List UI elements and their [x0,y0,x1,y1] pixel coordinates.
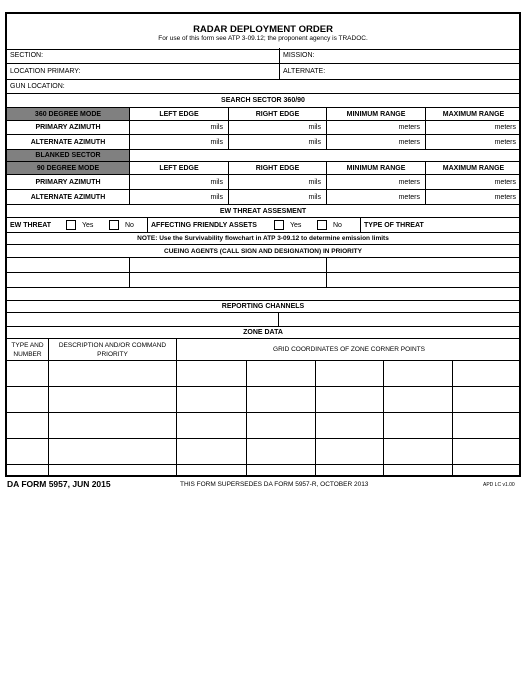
location-primary-label: LOCATION PRIMARY: [10,68,81,75]
col-maximum-range: MAXIMUM RANGE [425,162,521,174]
mode360-header-row [7,108,519,121]
primary-azimuth-label: PRIMARY AZIMUTH [35,124,101,131]
type-number-header: TYPE AND NUMBER [11,341,44,358]
col-minimum-range: MINIMUM RANGE [326,108,425,120]
zone-data-title: ZONE DATA [243,329,283,336]
col-minimum-range: MINIMUM RANGE [326,162,425,174]
type-of-threat-label: TYPE OF THREAT [364,221,424,229]
grid-point-field[interactable] [383,387,452,412]
description-field[interactable] [48,361,176,386]
unit-meters: meters [398,193,420,201]
cueing-title-row [7,245,519,258]
description-field[interactable] [48,439,176,464]
minimum-range-field[interactable] [326,175,425,189]
affecting-no [314,218,360,232]
minimum-range-field[interactable] [326,190,425,204]
grid-point-field[interactable] [452,387,521,412]
section-mission-row [7,48,519,64]
col-right-edge: RIGHT EDGE [228,108,326,120]
grid-coordinates-header: GRID COORDINATES OF ZONE CORNER POINTS [176,339,521,360]
ew-threat-label: EW THREAT [10,221,52,229]
grid-point-field[interactable] [383,465,452,477]
yes-label: Yes [290,221,302,229]
description-field[interactable] [48,465,176,477]
gun-location-field[interactable] [7,80,519,93]
mode90-label: 90 DEGREE MODE [7,162,129,174]
apd-version: APD LC v1.00 [483,482,515,488]
zone-title-row [7,327,519,339]
zone-header-row [7,339,519,361]
col-maximum-range: MAXIMUM RANGE [425,108,521,120]
grid-point-field[interactable] [315,439,383,464]
unit-mils: mils [308,124,321,131]
description-field[interactable] [48,387,176,412]
cueing-field[interactable] [7,258,129,272]
cueing-row [7,273,519,288]
zone-row [7,361,519,387]
unit-mils: mils [210,193,223,201]
grid-point-field[interactable] [452,465,521,477]
mode90-alternate-row [7,190,519,205]
unit-mils: mils [308,178,321,186]
reporting-channels-title: REPORTING CHANNELS [221,303,305,310]
grid-point-field[interactable] [176,439,246,464]
cueing-field[interactable] [129,273,326,287]
affecting-yes [271,218,314,232]
left-edge-field[interactable] [129,135,228,149]
alternate-azimuth-label: ALTERNATE AZIMUTH [30,193,106,201]
ew-threat-no-checkbox[interactable] [109,220,119,230]
unit-meters: meters [494,124,516,131]
section-field[interactable] [7,48,279,63]
unit-mils: mils [210,138,223,146]
ew-threat-no [106,218,147,232]
section-label: SECTION: [10,52,44,59]
unit-mils: mils [308,138,321,146]
zone-row [7,413,519,439]
grid-point-field[interactable] [383,439,452,464]
blanked-sector-label: BLANKED SECTOR [7,150,129,161]
right-edge-field[interactable] [228,190,326,204]
grid-point-field[interactable] [176,465,246,477]
cueing-field[interactable] [7,273,129,287]
maximum-range-field[interactable] [425,121,521,134]
reporting-title-row [7,301,519,313]
col-left-edge: LEFT EDGE [129,108,228,120]
type-of-threat-field[interactable] [360,218,521,232]
form-number: DA FORM 5957, JUN 2015 [7,479,111,489]
ew-threat-yes-checkbox[interactable] [66,220,76,230]
maximum-range-field[interactable] [425,175,521,189]
mode360-primary-row [7,121,519,135]
primary-azimuth-label: PRIMARY AZIMUTH [35,178,101,186]
ew-threat-row [7,218,519,233]
location-alternate-label: ALTERNATE: [283,68,326,75]
location-row [7,64,519,80]
grid-point-field[interactable] [246,439,315,464]
unit-meters: meters [494,178,516,186]
mission-label: MISSION: [283,52,315,59]
gun-location-label: GUN LOCATION: [10,83,65,90]
ew-title-row [7,205,519,218]
reporting-row [7,313,519,327]
unit-mils: mils [308,193,321,201]
type-number-field[interactable] [7,361,48,386]
unit-meters: meters [398,124,420,131]
mission-field[interactable] [279,48,521,63]
reporting-field[interactable] [278,313,521,326]
blanked-sector-row [7,150,519,162]
grid-point-field[interactable] [315,361,383,386]
cueing-field[interactable] [326,258,521,272]
description-header: DESCRIPTION AND/OR COMMAND PRIORITY [48,339,176,360]
no-label: No [125,221,134,229]
type-number-field[interactable] [7,465,48,477]
grid-point-field[interactable] [452,361,521,386]
form-title: RADAR DEPLOYMENT ORDER [193,23,333,35]
unit-meters: meters [494,193,516,201]
form-header [7,14,519,50]
grid-point-field[interactable] [246,465,315,477]
no-label: No [333,221,342,229]
unit-meters: meters [398,178,420,186]
unit-mils: mils [210,178,223,186]
unit-meters: meters [494,138,516,146]
zone-row [7,439,519,465]
alternate-azimuth-label: ALTERNATE AZIMUTH [30,138,106,146]
type-number-field[interactable] [7,439,48,464]
note-row [7,233,519,245]
right-edge-field[interactable] [228,175,326,189]
grid-point-field[interactable] [315,413,383,438]
search-sector-title: SEARCH SECTOR 360/90 [221,97,305,104]
unit-meters: meters [398,138,420,146]
affecting-yes-checkbox[interactable] [274,220,284,230]
grid-point-field[interactable] [452,413,521,438]
grid-point-field[interactable] [383,361,452,386]
radar-deployment-form [5,12,521,477]
cueing-field[interactable] [129,258,326,272]
grid-point-field[interactable] [315,387,383,412]
form-subtitle: For use of this form see ATP 3-09.12; the proponent agency is TRADOC. [158,34,368,42]
note-text: NOTE: Use the Survivability flowchart in ATP 3-09.12 to determine emission limits [137,235,389,242]
right-edge-field[interactable] [228,135,326,149]
blanked-sector-field[interactable] [129,150,521,161]
reporting-field[interactable] [7,313,278,326]
zone-row [7,387,519,413]
mode360-alternate-row [7,135,519,150]
minimum-range-field[interactable] [326,135,425,149]
grid-point-field[interactable] [246,387,315,412]
cueing-agents-title: CUEING AGENTS (CALL SIGN AND DESIGNATION) IN PRIORITY [164,247,362,255]
right-edge-field[interactable] [228,121,326,134]
maximum-range-field[interactable] [425,190,521,204]
search-sector-title-row [7,94,519,108]
type-number-field[interactable] [7,413,48,438]
yes-label: Yes [82,221,94,229]
affecting-no-checkbox[interactable] [317,220,327,230]
ew-threat-assessment-title: EW THREAT ASSESMENT [219,207,307,215]
cueing-row [7,258,519,273]
zone-row [7,465,519,477]
grid-point-field[interactable] [176,413,246,438]
affecting-friendly-assets-label: AFFECTING FRIENDLY ASSETS [147,218,271,232]
mode90-primary-row [7,175,519,190]
grid-point-field[interactable] [452,439,521,464]
description-field[interactable] [48,413,176,438]
mode90-header-row [7,162,519,175]
grid-point-field[interactable] [246,413,315,438]
maximum-range-field[interactable] [425,135,521,149]
ew-threat-yes [63,218,108,232]
supersedes-note: THIS FORM SUPERSEDES DA FORM 5957-R, OCTOBER 2013 [180,481,369,488]
grid-point-field[interactable] [383,413,452,438]
grid-point-field[interactable] [176,361,246,386]
left-edge-field[interactable] [129,121,228,134]
mode360-label: 360 DEGREE MODE [7,108,129,120]
location-primary-field[interactable] [7,64,279,79]
grid-point-field[interactable] [176,387,246,412]
left-edge-field[interactable] [129,190,228,204]
unit-mils: mils [210,124,223,131]
location-alternate-field[interactable] [279,64,521,79]
left-edge-field[interactable] [129,175,228,189]
type-number-field[interactable] [7,387,48,412]
grid-point-field[interactable] [246,361,315,386]
gun-location-row [7,80,519,94]
cueing-field[interactable] [326,273,521,287]
col-left-edge: LEFT EDGE [129,162,228,174]
spacer-row [7,288,519,301]
col-right-edge: RIGHT EDGE [228,162,326,174]
minimum-range-field[interactable] [326,121,425,134]
grid-point-field[interactable] [315,465,383,477]
